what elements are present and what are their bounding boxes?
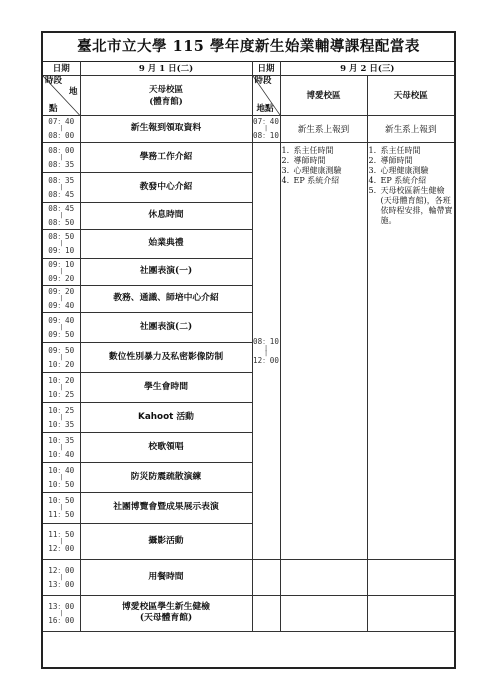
tianmu-campus-name: 天母校區	[148, 85, 183, 95]
event-cell: 教務、通識、師培中心介紹	[80, 285, 252, 312]
empty-cell	[367, 559, 454, 595]
date-label-day2: 日期	[252, 61, 280, 75]
event-cell: 始業典禮	[80, 229, 252, 258]
time-slot: 09：40 | 09：50	[43, 312, 80, 342]
empty-cell	[367, 595, 454, 631]
boai-first-cell: 新生系上報到	[280, 115, 367, 142]
time-slot: 10：50 | 11：50	[43, 492, 80, 523]
list-item: 1. 系主任時間	[281, 145, 334, 155]
list-item: 4. EP 系統介紹	[368, 175, 427, 185]
event-cell: 教發中心介紹	[80, 172, 252, 202]
event-cell: 休息時間	[80, 202, 252, 229]
schedule-table	[43, 61, 454, 632]
time-slot: 07：40 | 08：00	[43, 115, 80, 142]
table-row	[43, 142, 454, 172]
table-row	[43, 595, 454, 631]
empty-cell	[252, 559, 280, 595]
time-slot: 10：35 | 10：40	[43, 432, 80, 462]
event-cell: 攝影活動	[80, 523, 252, 559]
event-cell: 博愛校區學生新生健檢 (天母體育館)	[80, 595, 252, 631]
time-slot: 11：50 | 12：00	[43, 523, 80, 559]
event-cell: 社團表演(一)	[80, 258, 252, 285]
list-item: 2. 導師時間	[281, 155, 326, 165]
day2-date: 9 月 2 日(三)	[280, 61, 454, 75]
time-slot-day2: 07：40 | 08：10	[253, 117, 279, 140]
page-title: 臺北市立大學 115 學年度新生始業輔導課程配當表	[43, 33, 454, 62]
event-cell: 學生會時間	[80, 372, 252, 402]
tianmu-first-cell: 新生系上報到	[367, 115, 454, 142]
time-slot: 08：50 | 09：10	[43, 229, 80, 258]
event-cell: Kahoot 活動	[80, 402, 252, 432]
list-item: 1. 系主任時間	[368, 145, 421, 155]
empty-cell	[252, 595, 280, 631]
time-slot: 12：00 | 13：00	[43, 559, 80, 595]
place-label: 地	[68, 86, 78, 97]
event-cell: 社團表演(二)	[80, 312, 252, 342]
empty-cell	[280, 595, 367, 631]
boai-campus-header: 博愛校區	[280, 75, 367, 115]
table-row	[43, 115, 454, 142]
time-slot: 10：40 | 10：50	[43, 462, 80, 492]
tianmu-gym-name: (體育館)	[149, 97, 183, 107]
time-slot: 09：10 | 09：20	[43, 258, 80, 285]
day1-date: 9 月 1 日(二)	[80, 61, 252, 75]
time-slot: 09：20 | 09：40	[43, 285, 80, 312]
list-item: 3. 心理健康測驗	[281, 165, 342, 175]
event-cell: 學務工作介紹	[80, 142, 252, 172]
period-label-day2: 時段	[254, 75, 272, 86]
empty-cell	[280, 559, 367, 595]
time-slot: 08：00 | 08：35	[43, 142, 80, 172]
point-label: 點	[49, 103, 58, 114]
period-place-header	[43, 75, 80, 115]
time-slot: 13：00 | 16：00	[43, 595, 80, 631]
event-cell: 新生報到領取資料	[80, 115, 252, 142]
time-slot: 10：20 | 10：25	[43, 372, 80, 402]
event-cell: 數位性別暴力及私密影像防制	[80, 342, 252, 372]
time-slot: 10：25 | 10：35	[43, 402, 80, 432]
list-item: 2. 導師時間	[368, 155, 413, 165]
place-point-label-day2: 地點	[256, 103, 274, 114]
list-item: 4. EP 系統介紹	[281, 175, 340, 185]
time-slot: 08：45 | 08：50	[43, 202, 80, 229]
event-cell: 用餐時間	[80, 559, 252, 595]
boai-activity-list	[281, 146, 367, 186]
period-place-header-day2	[252, 75, 280, 115]
event-cell: 防災防震疏散演練	[80, 462, 252, 492]
tianmu-campus-header	[80, 75, 252, 115]
table-row	[43, 559, 454, 595]
schedule-sheet	[41, 31, 456, 669]
time-slot: 09：50 | 10：20	[43, 342, 80, 372]
event-cell: 社團博覽會暨成果展示表演	[80, 492, 252, 523]
boai-activities-cell	[280, 142, 367, 559]
tianmu-activity-list	[368, 146, 455, 226]
list-item: 5. 天母校區新生健檢(天母體育館)，各班依時程安排，輪帶實施。	[368, 185, 453, 225]
list-item: 3. 心理健康測驗	[368, 165, 429, 175]
date-label-day1: 日期	[43, 61, 80, 75]
time-slot-day2-block: 08：10 | | 12：00	[252, 142, 280, 559]
tianmu-activities-cell	[367, 142, 454, 559]
tianmu-campus-header-day2: 天母校區	[367, 75, 454, 115]
period-label: 時段	[45, 75, 63, 86]
time-slot: 08：35 | 08：45	[43, 172, 80, 202]
event-cell: 校歌領唱	[80, 432, 252, 462]
